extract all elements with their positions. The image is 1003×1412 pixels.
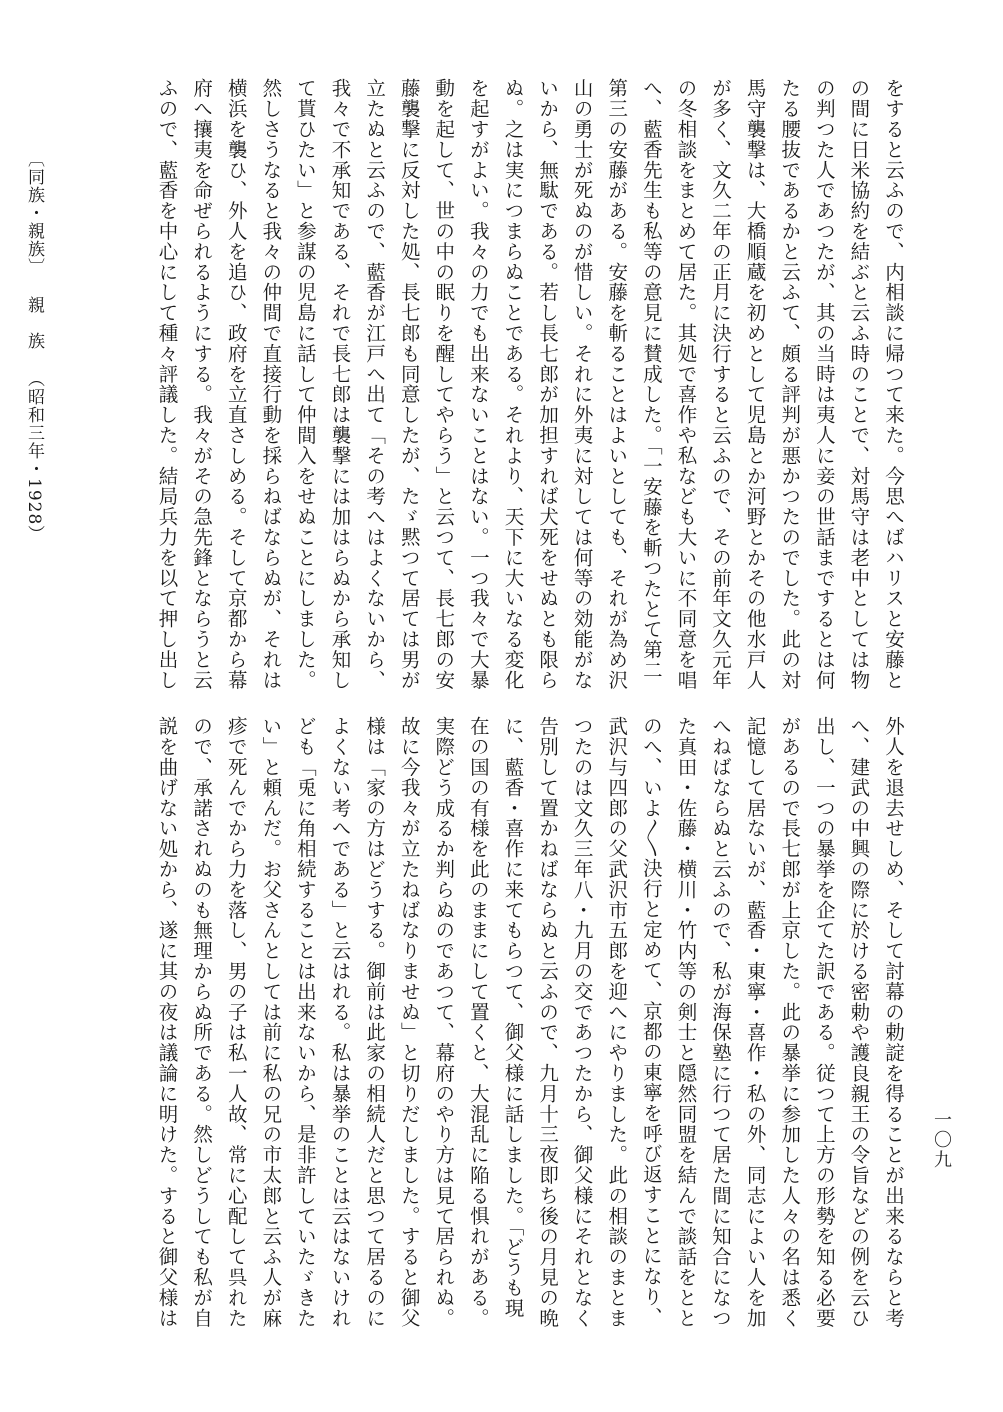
text-column: 横浜を襲ひ、外人を追ひ、政府を立直さしめる。そして京都から幕 [224, 78, 248, 690]
text-column: 実際どう成るか判らぬのであつて、幕府のやり方は見て居られぬ。 [432, 716, 456, 1328]
text-column: 記憶して居ないが、藍香・東寧・喜作・私の外、同志によい人を加 [743, 716, 767, 1328]
text-column: 第三の安藤がある。安藤を斬ることはよいとしても、それが為め沢 [605, 78, 629, 690]
text-column: に、藍香・喜作に来てもらつて、御父様に話しました。「どうも現 [501, 716, 525, 1319]
text-column: ぬ。之は実につまらぬことである。それより、天下に大いなる変化 [501, 78, 525, 690]
text-column: ども「兎に角相続することは出来ないから、是非許していたゞきた [293, 716, 317, 1328]
text-column: 立たぬと云ふので、藍香が江戸へ出て「その考へはよくないから、 [363, 78, 387, 690]
text-column: 武沢与四郎の父武沢市五郎を迎へにやりました。此の相談のまとま [605, 716, 629, 1328]
text-column: 府へ攘夷を命ぜられるようにする。我々がその急先鋒とならうと云 [190, 78, 214, 690]
upper-text-block [149, 78, 910, 690]
text-column: が多く、文久二年の正月に決行すると云ふので、その前年文久元年 [709, 78, 733, 690]
text-column: た真田・佐藤・横川・竹内等の剣士と隠然同盟を結んで談話をとと [674, 716, 698, 1328]
text-column: へ、藍香先生も私等の意見に賛成した。「一安藤を斬つたとて第二 [639, 78, 663, 681]
text-column: を起すがよい。我々の力でも出来ないことはない。一つ我々で大暴 [466, 78, 490, 690]
text-column: よくない考へである」と云はれる。私は暴挙のことは云はないけれ [328, 716, 352, 1328]
text-column: 様は「家の方はどうする。御前は此家の相続人だと思つて居るのに [363, 716, 387, 1328]
text-column: ので、承諾されぬのも無理からぬ所である。然しどうしても私が自 [190, 716, 214, 1328]
text-column: 動を起して、世の中の眠りを醒してやらう」と云つて、長七郎の安 [432, 78, 456, 690]
text-column: いから、無駄である。若し長七郎が加担すれば犬死をせぬとも限ら [536, 78, 560, 690]
page-number: 一〇九 [931, 1110, 952, 1170]
text-column: たる腰抜であるかと云ふて、頗る評判が悪かつたのでした。此の対 [778, 78, 802, 690]
lower-text-block [149, 716, 910, 1376]
text-column: 馬守襲撃は、大橋順蔵を初めとして児島とか河野とかその他水戸人 [743, 78, 767, 690]
text-column: 然しさうなると我々の仲間で直接行動を採らねばならぬが、それは [259, 78, 283, 690]
running-head [22, 150, 47, 543]
text-column: 説を曲げない処から、遂に其の夜は議論に明けた。すると御父様は [155, 716, 179, 1328]
text-column: 故に今我々が立たねばなりませぬ」と切りだしました。すると御父 [397, 716, 421, 1328]
text-column: へねばならぬと云ふので、私が海保塾に行つて居た間に知合になつ [709, 716, 733, 1328]
text-column: 出し、一つの暴挙を企てた訳である。従つて上方の形勢を知る必要 [812, 716, 836, 1328]
running-head-title: 親 族 [24, 296, 44, 350]
text-column: の冬相談をまとめて居た。其処で喜作や私なども大いに不同意を唱 [674, 78, 698, 690]
running-head-date: （昭和三年・1928） [24, 370, 44, 544]
text-column: の間に日米協約を結ぶと云ふ時のことで、対馬守は老中としては物 [847, 78, 871, 690]
text-column: つたのは文久三年八・九月の交であつたから、御父様にそれとなく [570, 716, 594, 1328]
text-column: へ、建武の中興の際に於ける密勅や護良親王の令旨などの例を云ひ [847, 716, 871, 1328]
text-column: の判つた人であつたが、其の当時は夷人に妾の世話までするとは何 [812, 78, 836, 690]
text-column: 外人を退去せしめ、そして討幕の勅諚を得ることが出来るならと考 [882, 716, 905, 1328]
text-column: 我々で不承知である、それで長七郎は襲撃には加はらぬから承知し [328, 78, 352, 690]
text-column: て貰ひたい」と参謀の児島に話して仲間入をせぬことにしました。 [293, 78, 317, 690]
text-column: 告別して置かねばならぬと云ふので、九月十三夜即ち後の月見の晩 [536, 716, 560, 1328]
text-column: をすると云ふので、内相談に帰つて来た。今思へばハリスと安藤と [882, 78, 905, 690]
text-column: ふので、藍香を中心にして種々評議した。結局兵力を以て押し出し [155, 78, 179, 690]
text-column: 在の国の有様を此のままにして置くと、大混乱に陥る惧れがある。 [466, 716, 490, 1328]
text-column: 藤襲撃に反対した処、長七郎も同意したが、たゞ黙つて居ては男が [397, 78, 421, 690]
text-column: 山の勇士が死ぬのが惜しい。それに外夷に対しては何等の効能がな [570, 78, 594, 690]
text-column: があるので長七郎が上京した。此の暴挙に参加した人々の名は悉く [778, 716, 802, 1328]
text-column: のへ、いよ〳〵決行と定めて、京都の東寧を呼び返すことになり、 [639, 716, 663, 1328]
text-column: 疹で死んでから力を落し、男の子は私一人故、常に心配して呉れた [224, 716, 248, 1328]
text-column: い」と頼んだ。お父さんとしては前に私の兄の市太郎と云ふ人が麻 [259, 716, 283, 1328]
running-head-section: 〔同族・親族〕 [24, 150, 44, 276]
